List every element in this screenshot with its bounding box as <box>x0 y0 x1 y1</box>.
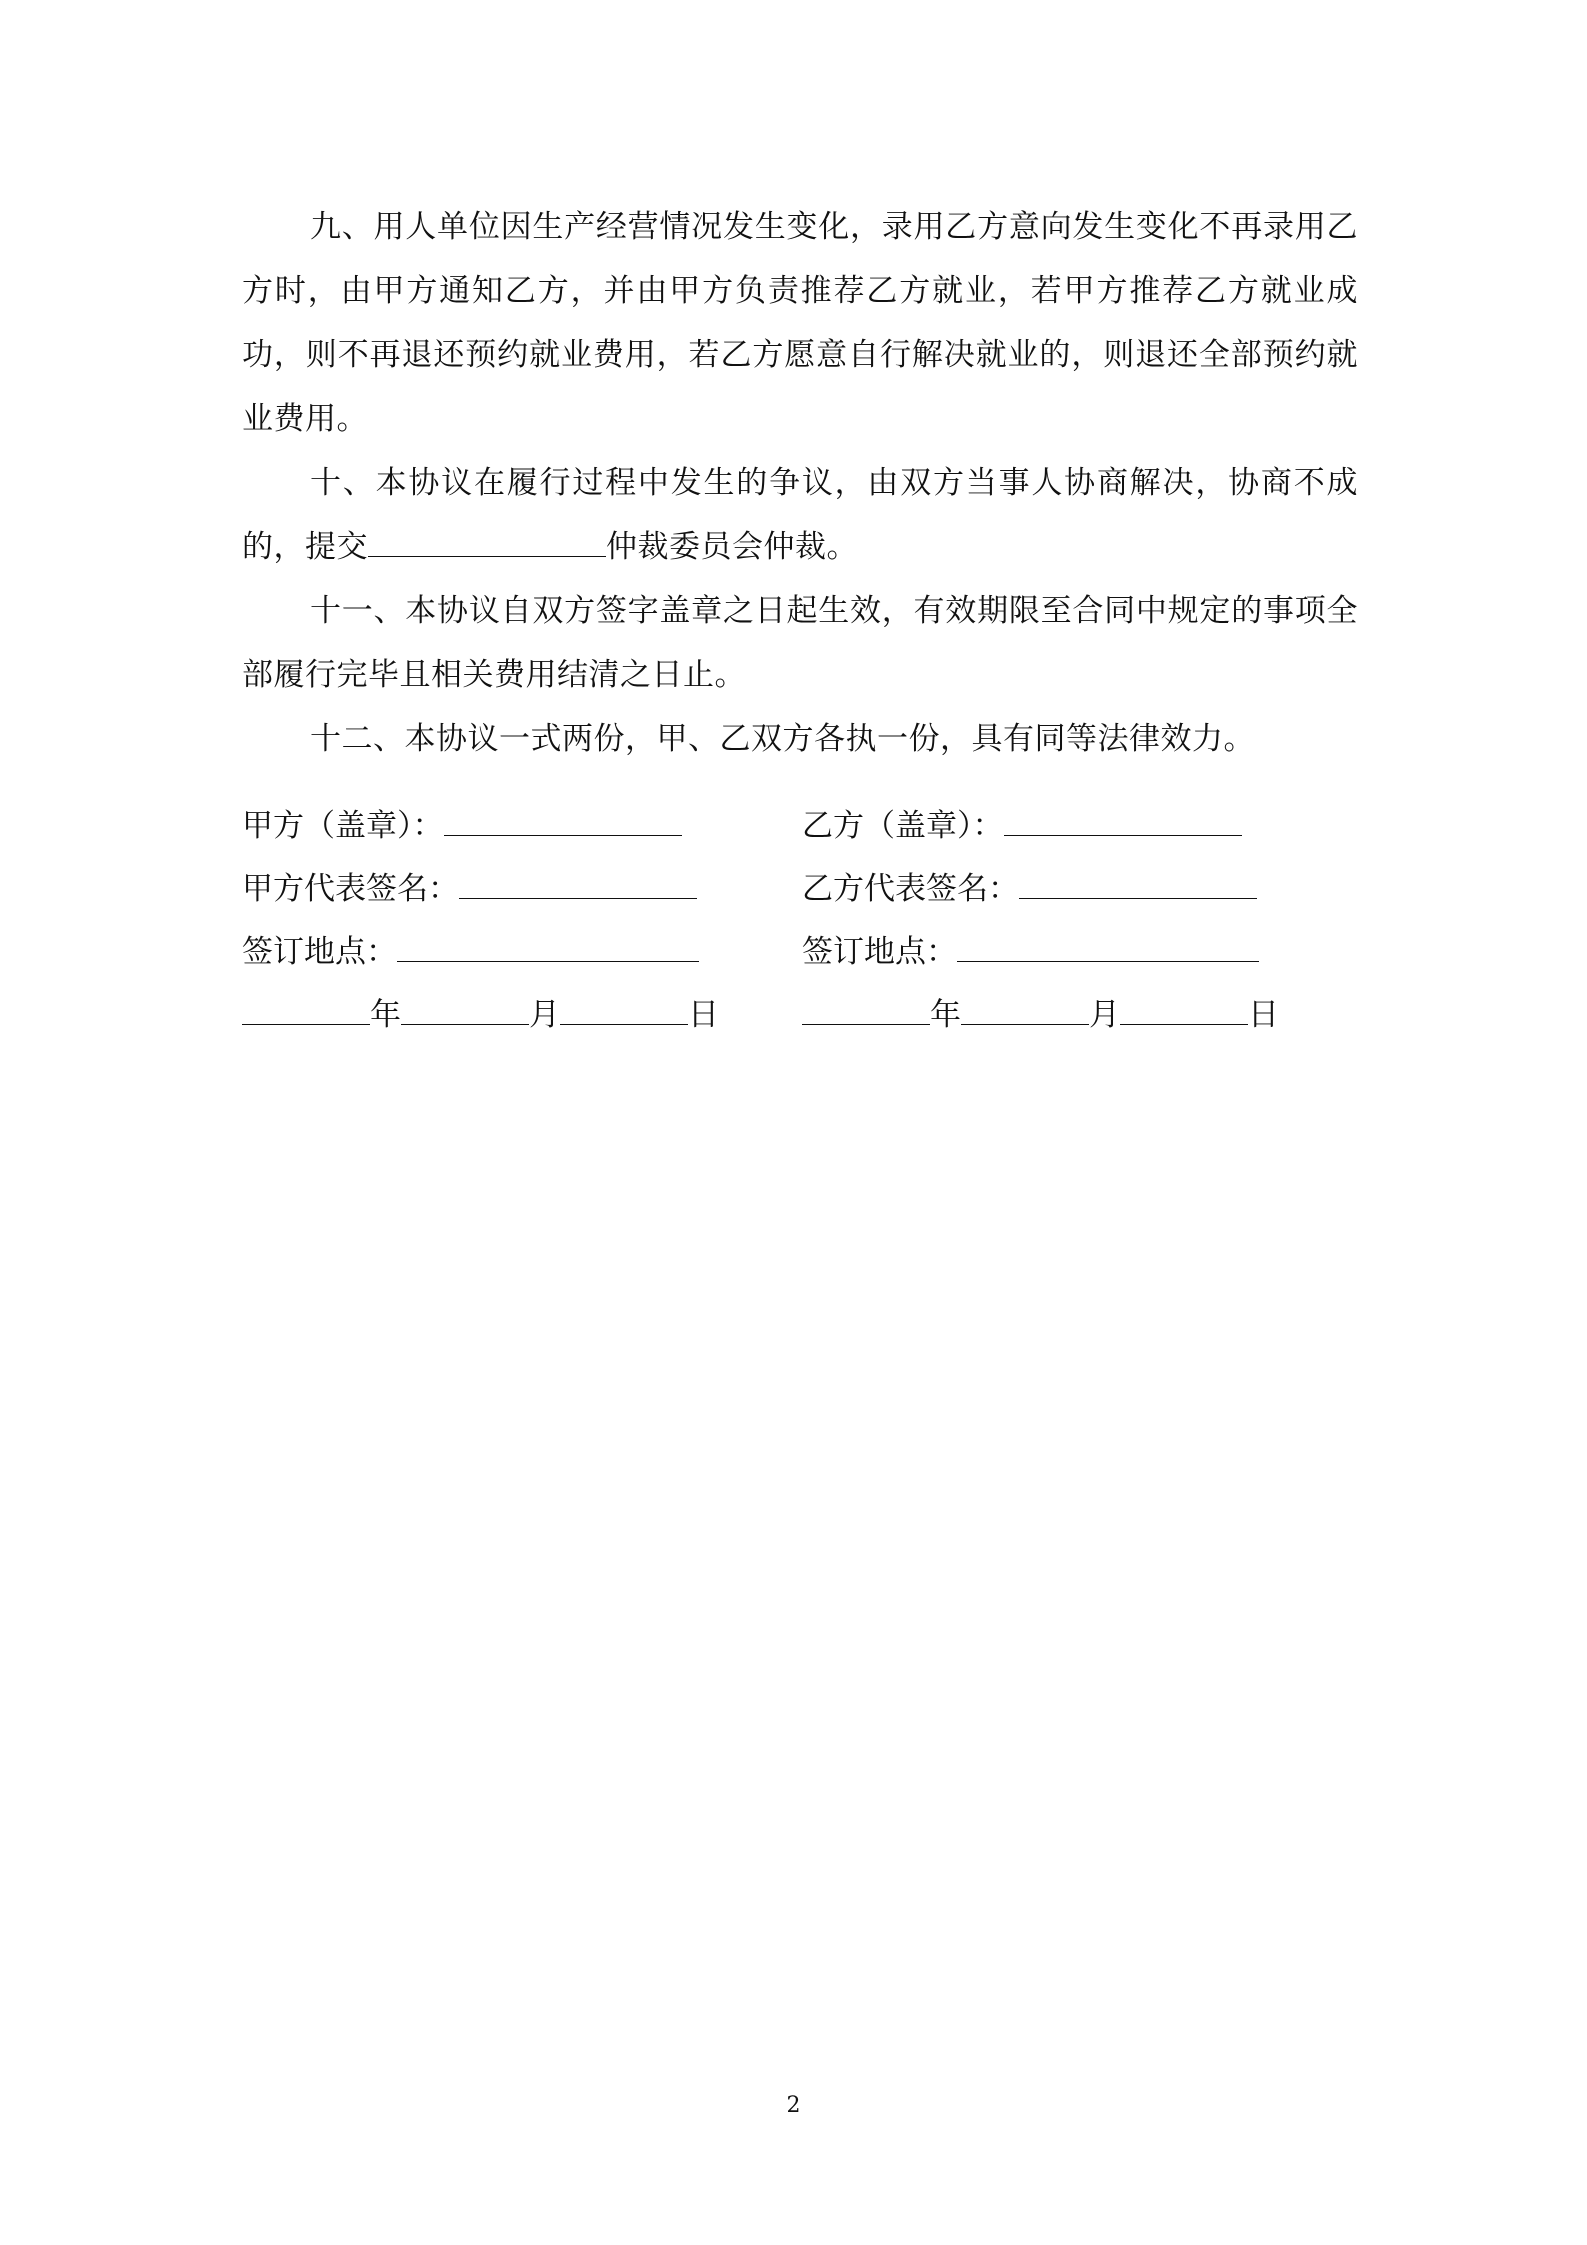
party-b-place-label: 签订地点： <box>802 934 957 970</box>
signature-row-rep <box>242 863 1358 926</box>
contract-body <box>242 195 1358 771</box>
party-b-year-line[interactable] <box>802 994 930 1025</box>
party-b-rep-line[interactable] <box>1019 868 1257 899</box>
party-b-date-field <box>802 989 1279 1034</box>
clause-11: 十一、本协议自双方签字盖章之日起生效，有效期限至合同中规定的事项全部履行完毕且相关费用结清之日止。 <box>242 593 1358 693</box>
party-a-day-label: 日 <box>688 997 719 1033</box>
clause-10-text-end: 仲裁委员会仲裁。 <box>606 529 858 565</box>
party-b-year-label: 年 <box>930 997 961 1033</box>
party-b-day-label: 日 <box>1248 997 1279 1033</box>
party-b-day-line[interactable] <box>1120 994 1248 1025</box>
party-b-seal-field <box>802 800 1242 845</box>
party-b-rep-field <box>802 863 1257 908</box>
party-b-seal-line[interactable] <box>1004 805 1242 836</box>
party-a-month-label: 月 <box>529 997 560 1033</box>
party-a-rep-line[interactable] <box>459 868 697 899</box>
party-a-month-line[interactable] <box>401 994 529 1025</box>
page-number: 2 <box>786 2093 801 2118</box>
arbitration-blank-line[interactable] <box>368 526 606 557</box>
party-a-place-line[interactable] <box>397 931 699 962</box>
party-a-rep-field <box>242 863 697 908</box>
party-a-year-line[interactable] <box>242 994 370 1025</box>
signature-row-seal <box>242 800 1358 863</box>
signature-row-date <box>242 989 1358 1052</box>
party-b-month-label: 月 <box>1089 997 1120 1033</box>
party-a-seal-field <box>242 800 682 845</box>
party-a-date-field <box>242 989 719 1034</box>
party-a-seal-line[interactable] <box>444 805 682 836</box>
party-b-place-line[interactable] <box>957 931 1259 962</box>
party-a-seal-label: 甲方（盖章）： <box>242 808 444 844</box>
party-b-place-field <box>802 926 1259 971</box>
party-a-rep-label: 甲方代表签名： <box>242 871 459 907</box>
party-a-year-label: 年 <box>370 997 401 1033</box>
party-a-place-label: 签订地点： <box>242 934 397 970</box>
party-a-day-line[interactable] <box>560 994 688 1025</box>
clause-12: 十二、本协议一式两份，甲、乙双方各执一份，具有同等法律效力。 <box>310 721 1255 757</box>
signature-block <box>242 800 1358 1052</box>
signature-row-place <box>242 926 1358 989</box>
clause-9: 九、用人单位因生产经营情况发生变化，录用乙方意向发生变化不再录用乙方时，由甲方通知乙方，并由甲方负责推荐乙方就业，若甲方推荐乙方就业成功，则不再退还预约就业费用，若乙方愿意自行解决就业的，则退还全部预约就业费用。 <box>242 209 1358 437</box>
party-b-rep-label: 乙方代表签名： <box>802 871 1019 907</box>
party-b-seal-label: 乙方（盖章）： <box>802 808 1004 844</box>
party-b-month-line[interactable] <box>961 994 1089 1025</box>
clause-10 <box>242 451 1358 579</box>
party-a-place-field <box>242 926 699 971</box>
clause-10-text: 十、本协议在履行过程中发生的争议，由双方当事人协商解决，协商不成的，提交 <box>242 465 1358 565</box>
